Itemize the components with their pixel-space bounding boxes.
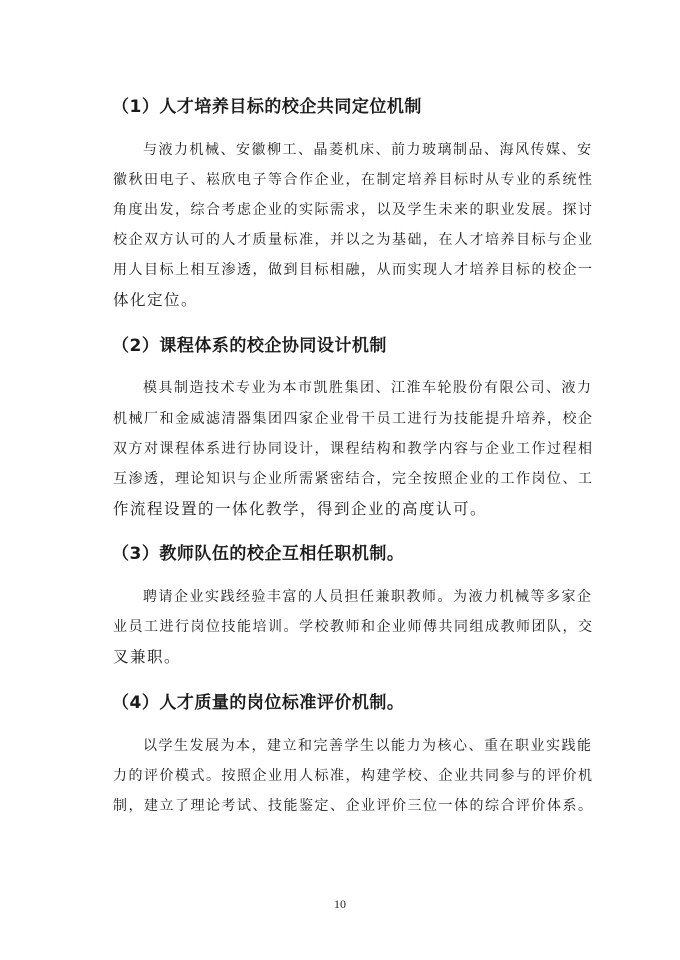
section-2-line-5: 作流程设置的一体化教学，得到企业的高度认可。 [113, 500, 488, 518]
section-3-heading: （3）教师队伍的校企互相任职机制。 [112, 544, 405, 564]
section-1-line-6: 体化定位。 [113, 291, 199, 309]
section-3-line-1: 聘请企业实践经验丰富的人员担任兼职教师。为液力机械等多家企 [143, 589, 593, 605]
page-number: 10 [334, 897, 346, 911]
section-1-line-1: 与液力机械、安徽柳工、晶菱机床、前力玻璃制品、海风传媒、安 [143, 142, 593, 158]
section-2-line-3: 双方对课程体系进行协同设计，课程结构和教学内容与企业工作过程相 [113, 441, 594, 457]
section-1-line-2: 徽秋田电子、崧欣电子等合作企业，在制定培养目标时从专业的系统性 [113, 172, 594, 188]
section-3-line-2: 业员工进行岗位技能培训。学校教师和企业师傅共同组成教师团队，交 [113, 619, 594, 635]
section-4-heading: （4）人才质量的岗位标准评价机制。 [112, 693, 405, 713]
section-2-heading: （2）课程体系的校企协同设计机制 [112, 336, 387, 356]
section-2-line-1: 模具制造技术专业为本市凯胜集团、江淮车轮股份有限公司、液力 [143, 380, 593, 396]
section-4-line-2: 力的评价模式。按照企业用人标准，构建学校、企业共同参与的评价机 [113, 768, 594, 784]
section-1-line-4: 校企双方认可的人才质量标准，并以之为基础，在人才培养目标与企业 [113, 232, 594, 248]
section-2-line-4: 互渗透，理论知识与企业所需紧密结合，完全按照企业的工作岗位、工 [113, 471, 594, 487]
section-4-line-3: 制，建立了理论考试、技能鉴定、企业评价三位一体的综合评价体系。 [113, 798, 594, 814]
section-1-line-5: 用人目标上相互渗透，做到目标相融，从而实现人才培养目标的校企一 [113, 262, 594, 278]
section-2-line-2: 机械厂和金威滤清器集团四家企业骨干员工进行为技能提升培养，校企 [113, 411, 594, 427]
section-4-line-1: 以学生发展为本，建立和完善学生以能力为核心、重在职业实践能 [143, 738, 593, 754]
section-1-line-3: 角度出发，综合考虑企业的实际需求，以及学生未来的职业发展。探讨 [113, 202, 594, 218]
section-3-line-3: 叉兼职。 [113, 648, 182, 666]
section-1-heading: （1）人才培养目标的校企共同定位机制 [112, 97, 422, 117]
